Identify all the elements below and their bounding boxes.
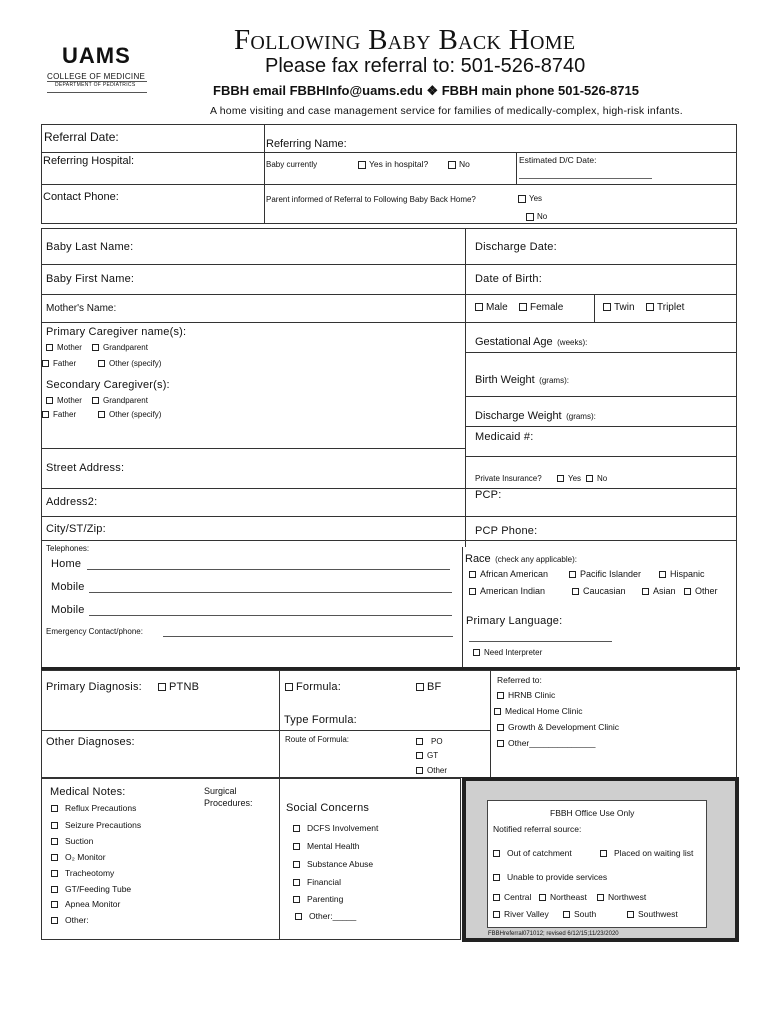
checkbox-icon[interactable]: [646, 303, 654, 311]
checkbox-icon[interactable]: [92, 397, 99, 404]
region-river-valley-option[interactable]: River Valley: [493, 910, 549, 919]
office-use-title: FBBH Office Use Only: [550, 808, 635, 818]
race-hispanic[interactable]: Hispanic: [659, 570, 705, 579]
checkbox-icon[interactable]: [497, 740, 504, 747]
home-phone-label[interactable]: Home: [51, 558, 82, 570]
home-phone-line[interactable]: [87, 569, 450, 570]
checkbox-icon[interactable]: [416, 752, 423, 759]
checkbox-icon[interactable]: [659, 571, 666, 578]
estimated-dc-line[interactable]: [519, 178, 652, 179]
checkbox-icon[interactable]: [539, 894, 546, 901]
checkbox-icon[interactable]: [586, 475, 593, 482]
checkbox-icon[interactable]: [494, 708, 501, 715]
parent-informed-no[interactable]: No: [526, 213, 547, 221]
formula-option[interactable]: Formula:: [285, 682, 341, 693]
diagnosis-section: [41, 670, 737, 778]
region-south-option[interactable]: South: [563, 910, 596, 919]
pcp-phone-label[interactable]: PCP Phone:: [475, 525, 538, 537]
uams-logo: UAMS: [62, 43, 131, 68]
private-insurance-no[interactable]: No: [586, 475, 607, 483]
social-item-substance[interactable]: Substance Abuse: [293, 860, 373, 869]
race-african-american[interactable]: African American: [469, 570, 548, 579]
checkbox-icon[interactable]: [358, 161, 366, 169]
checkbox-icon[interactable]: [42, 411, 49, 418]
no-hospital-option[interactable]: No: [448, 160, 470, 169]
checkbox-icon[interactable]: [557, 475, 564, 482]
checkbox-icon[interactable]: [572, 588, 579, 595]
pc-other-option[interactable]: Other (specify): [98, 360, 161, 368]
page-title: Following Baby Back Home: [234, 24, 576, 56]
checkbox-icon[interactable]: [51, 901, 58, 908]
ptnb-option[interactable]: PTNB: [158, 682, 199, 693]
medical-item-gt-feeding[interactable]: GT/Feeding Tube: [51, 885, 131, 894]
baby-last-name-label[interactable]: Baby Last Name:: [46, 241, 134, 253]
logo-divider-2: [47, 92, 147, 93]
parent-informed-label: Parent informed of Referral to Following Baby Back Home?: [266, 195, 476, 204]
race-american-indian[interactable]: American Indian: [469, 587, 545, 596]
checkbox-icon[interactable]: [285, 683, 293, 691]
growth-development-option[interactable]: Growth & Development Clinic: [497, 723, 619, 732]
gestational-age-label[interactable]: Gestational Age (weeks):: [475, 336, 588, 348]
notified-referral-label: Notified referral source:: [493, 824, 582, 834]
pcp-label[interactable]: PCP:: [475, 489, 502, 501]
race-asian[interactable]: Asian: [642, 587, 676, 596]
checkbox-icon[interactable]: [475, 303, 483, 311]
checkbox-icon[interactable]: [469, 588, 476, 595]
route-gt-option[interactable]: GT: [416, 752, 438, 760]
pc-grandparent-option[interactable]: Grandparent: [92, 344, 148, 352]
medical-item-other[interactable]: Other:: [51, 916, 89, 925]
checkbox-icon[interactable]: [293, 843, 300, 850]
region-central-option[interactable]: Central: [493, 893, 531, 902]
race-other[interactable]: Other: [684, 587, 718, 596]
region-northeast-option[interactable]: Northeast: [539, 893, 587, 902]
type-formula-label[interactable]: Type Formula:: [284, 714, 357, 726]
checkbox-icon[interactable]: [51, 886, 58, 893]
emergency-contact-label[interactable]: Emergency Contact/phone:: [46, 627, 143, 636]
referred-other-option[interactable]: Other______________: [497, 739, 595, 748]
out-of-catchment-option[interactable]: Out of catchment: [493, 849, 572, 858]
sc-grandparent-option[interactable]: Grandparent: [92, 397, 148, 405]
medical-item-tracheotomy[interactable]: Tracheotomy: [51, 869, 114, 878]
referring-name-label[interactable]: Referring Name:: [266, 138, 347, 150]
pc-father-option[interactable]: Father: [42, 360, 76, 368]
other-diagnoses-label[interactable]: Other Diagnoses:: [46, 736, 135, 748]
bf-option[interactable]: BF: [416, 682, 441, 693]
race-pacific-islander[interactable]: Pacific Islander: [569, 570, 641, 579]
checkbox-icon[interactable]: [473, 649, 480, 656]
referral-date-label[interactable]: Referral Date:: [44, 130, 119, 144]
medical-item-apnea[interactable]: Apnea Monitor: [51, 900, 120, 909]
route-other-option[interactable]: Other: [416, 767, 447, 775]
checkbox-icon[interactable]: [293, 896, 300, 903]
checkbox-icon[interactable]: [518, 195, 526, 203]
checkbox-icon[interactable]: [46, 397, 53, 404]
referring-hospital-label[interactable]: Referring Hospital:: [43, 155, 135, 167]
checkbox-icon[interactable]: [295, 913, 302, 920]
need-interpreter-option[interactable]: Need Interpreter: [473, 649, 542, 657]
male-option[interactable]: Male: [475, 303, 508, 313]
social-concerns-title: Social Concerns: [286, 802, 370, 814]
social-item-other[interactable]: Other:_____: [295, 912, 356, 921]
contact-line: FBBH email FBBHInfo@uams.edu ❖ FBBH main phone 501-526-8715: [213, 83, 639, 98]
contact-phone-label[interactable]: Contact Phone:: [43, 191, 119, 203]
checkbox-icon[interactable]: [416, 767, 423, 774]
region-northwest-option[interactable]: Northwest: [597, 893, 646, 902]
checkbox-icon[interactable]: [416, 683, 424, 691]
checkbox-icon[interactable]: [519, 303, 527, 311]
baby-currently-label: Baby currently: [266, 160, 318, 169]
fax-line: Please fax referral to: 501-526-8740: [265, 55, 586, 77]
medical-item-seizure[interactable]: Seizure Precautions: [51, 821, 141, 830]
checkbox-icon[interactable]: [569, 571, 576, 578]
logo-college: COLLEGE OF MEDICINE: [47, 72, 146, 81]
checkbox-icon[interactable]: [293, 825, 300, 832]
checkbox-icon[interactable]: [51, 838, 58, 845]
parent-informed-yes[interactable]: Yes: [518, 195, 542, 203]
secondary-caregiver-label[interactable]: Secondary Caregiver(s):: [46, 379, 170, 391]
hrnb-clinic-option[interactable]: HRNB Clinic: [497, 691, 555, 700]
medicaid-label[interactable]: Medicaid #:: [475, 431, 534, 443]
city-st-zip-label[interactable]: City/ST/Zip:: [46, 523, 106, 535]
checkbox-icon[interactable]: [603, 303, 611, 311]
referral-section: [41, 124, 737, 224]
checkbox-icon[interactable]: [158, 683, 166, 691]
medical-home-option[interactable]: Medical Home Clinic: [494, 707, 582, 716]
checkbox-icon[interactable]: [469, 571, 476, 578]
logo-department: DEPARTMENT OF PEDIATRICS: [55, 82, 136, 88]
race-caucasian[interactable]: Caucasian: [572, 587, 626, 596]
waiting-list-option[interactable]: Placed on waiting list: [600, 849, 693, 858]
social-item-dcfs[interactable]: DCFS Involvement: [293, 824, 378, 833]
primary-diagnosis-label[interactable]: Primary Diagnosis:: [46, 681, 142, 693]
checkbox-icon[interactable]: [526, 213, 534, 221]
mobile-phone-label[interactable]: Mobile: [51, 581, 85, 593]
checkbox-icon[interactable]: [92, 344, 99, 351]
route-po-option[interactable]: PO: [416, 738, 443, 746]
social-item-mental-health[interactable]: Mental Health: [293, 842, 359, 851]
female-option[interactable]: Female: [519, 303, 563, 313]
twin-option[interactable]: Twin: [603, 303, 635, 313]
address2-label[interactable]: Address2:: [46, 496, 98, 508]
checkbox-icon[interactable]: [642, 588, 649, 595]
checkbox-icon[interactable]: [448, 161, 456, 169]
region-southwest-option[interactable]: Southwest: [627, 910, 678, 919]
checkbox-icon[interactable]: [42, 360, 49, 367]
checkbox-icon[interactable]: [51, 805, 58, 812]
referred-to-label: Referred to:: [497, 675, 542, 685]
checkbox-icon[interactable]: [98, 360, 105, 367]
sc-mother-option[interactable]: Mother: [46, 397, 82, 405]
social-item-financial[interactable]: Financial: [293, 878, 341, 887]
discharge-date-label[interactable]: Discharge Date:: [475, 241, 557, 253]
checkbox-icon[interactable]: [684, 588, 691, 595]
medical-item-suction[interactable]: Suction: [51, 837, 93, 846]
checkbox-icon[interactable]: [493, 894, 500, 901]
unable-to-provide-option[interactable]: Unable to provide services: [493, 873, 607, 882]
street-address-label[interactable]: Street Address:: [46, 462, 125, 474]
checkbox-icon[interactable]: [51, 917, 58, 924]
checkbox-icon[interactable]: [493, 874, 500, 881]
social-item-parenting[interactable]: Parenting: [293, 895, 343, 904]
primary-language-line[interactable]: [469, 641, 612, 642]
form-revision-footer: FBBHreferral071012; revised 6/12/15;11/23/2020: [488, 931, 619, 937]
primary-language-label[interactable]: Primary Language:: [466, 615, 563, 627]
checkbox-icon[interactable]: [46, 344, 53, 351]
estimated-dc-label[interactable]: Estimated D/C Date:: [519, 155, 597, 165]
checkbox-icon[interactable]: [98, 411, 105, 418]
birth-weight-label[interactable]: Birth Weight (grams):: [475, 374, 569, 386]
logo-divider: [47, 81, 147, 82]
sc-other-option[interactable]: Other (specify): [98, 411, 161, 419]
medical-notes-title: Medical Notes:: [50, 786, 126, 798]
primary-caregiver-label[interactable]: Primary Caregiver name(s):: [46, 326, 187, 338]
checkbox-icon[interactable]: [627, 911, 634, 918]
checkbox-icon[interactable]: [600, 850, 607, 857]
emergency-contact-line[interactable]: [163, 636, 453, 637]
private-insurance-label: Private Insurance?: [475, 474, 542, 483]
mobile-phone-2-line[interactable]: [89, 615, 452, 616]
checkbox-icon[interactable]: [497, 724, 504, 731]
mobile-phone-2-label[interactable]: Mobile: [51, 604, 85, 616]
checkbox-icon[interactable]: [493, 911, 500, 918]
checkbox-icon[interactable]: [51, 854, 58, 861]
triplet-option[interactable]: Triplet: [646, 303, 684, 313]
telephones-label: Telephones:: [46, 544, 90, 553]
surgical-label: Surgical: [204, 786, 237, 796]
route-of-formula-label: Route of Formula:: [285, 735, 350, 744]
discharge-weight-label[interactable]: Discharge Weight (grams):: [475, 410, 596, 422]
checkbox-icon[interactable]: [493, 850, 500, 857]
checkbox-icon[interactable]: [293, 861, 300, 868]
checkbox-icon[interactable]: [51, 822, 58, 829]
checkbox-icon[interactable]: [563, 911, 570, 918]
checkbox-icon[interactable]: [497, 692, 504, 699]
checkbox-icon[interactable]: [597, 894, 604, 901]
pc-mother-option[interactable]: Mother: [46, 344, 82, 352]
mothers-name-label[interactable]: Mother's Name:: [46, 303, 117, 314]
medical-item-o2-monitor[interactable]: O₂ Monitor: [51, 853, 106, 862]
baby-first-name-label[interactable]: Baby First Name:: [46, 273, 135, 285]
date-of-birth-label[interactable]: Date of Birth:: [475, 273, 542, 285]
checkbox-icon[interactable]: [293, 879, 300, 886]
tagline: A home visiting and case management service for families of medically-complex, high-risk infants.: [210, 105, 683, 117]
medical-item-reflux[interactable]: Reflux Precautions: [51, 804, 136, 813]
private-insurance-yes[interactable]: Yes: [557, 475, 581, 483]
checkbox-icon[interactable]: [416, 738, 423, 745]
checkbox-icon[interactable]: [51, 870, 58, 877]
race-label: Race (check any applicable):: [465, 553, 577, 565]
yes-in-hospital-option[interactable]: Yes in hospital?: [358, 160, 428, 169]
sc-father-option[interactable]: Father: [42, 411, 76, 419]
mobile-phone-line[interactable]: [89, 592, 452, 593]
procedures-label[interactable]: Procedures:: [204, 798, 253, 808]
